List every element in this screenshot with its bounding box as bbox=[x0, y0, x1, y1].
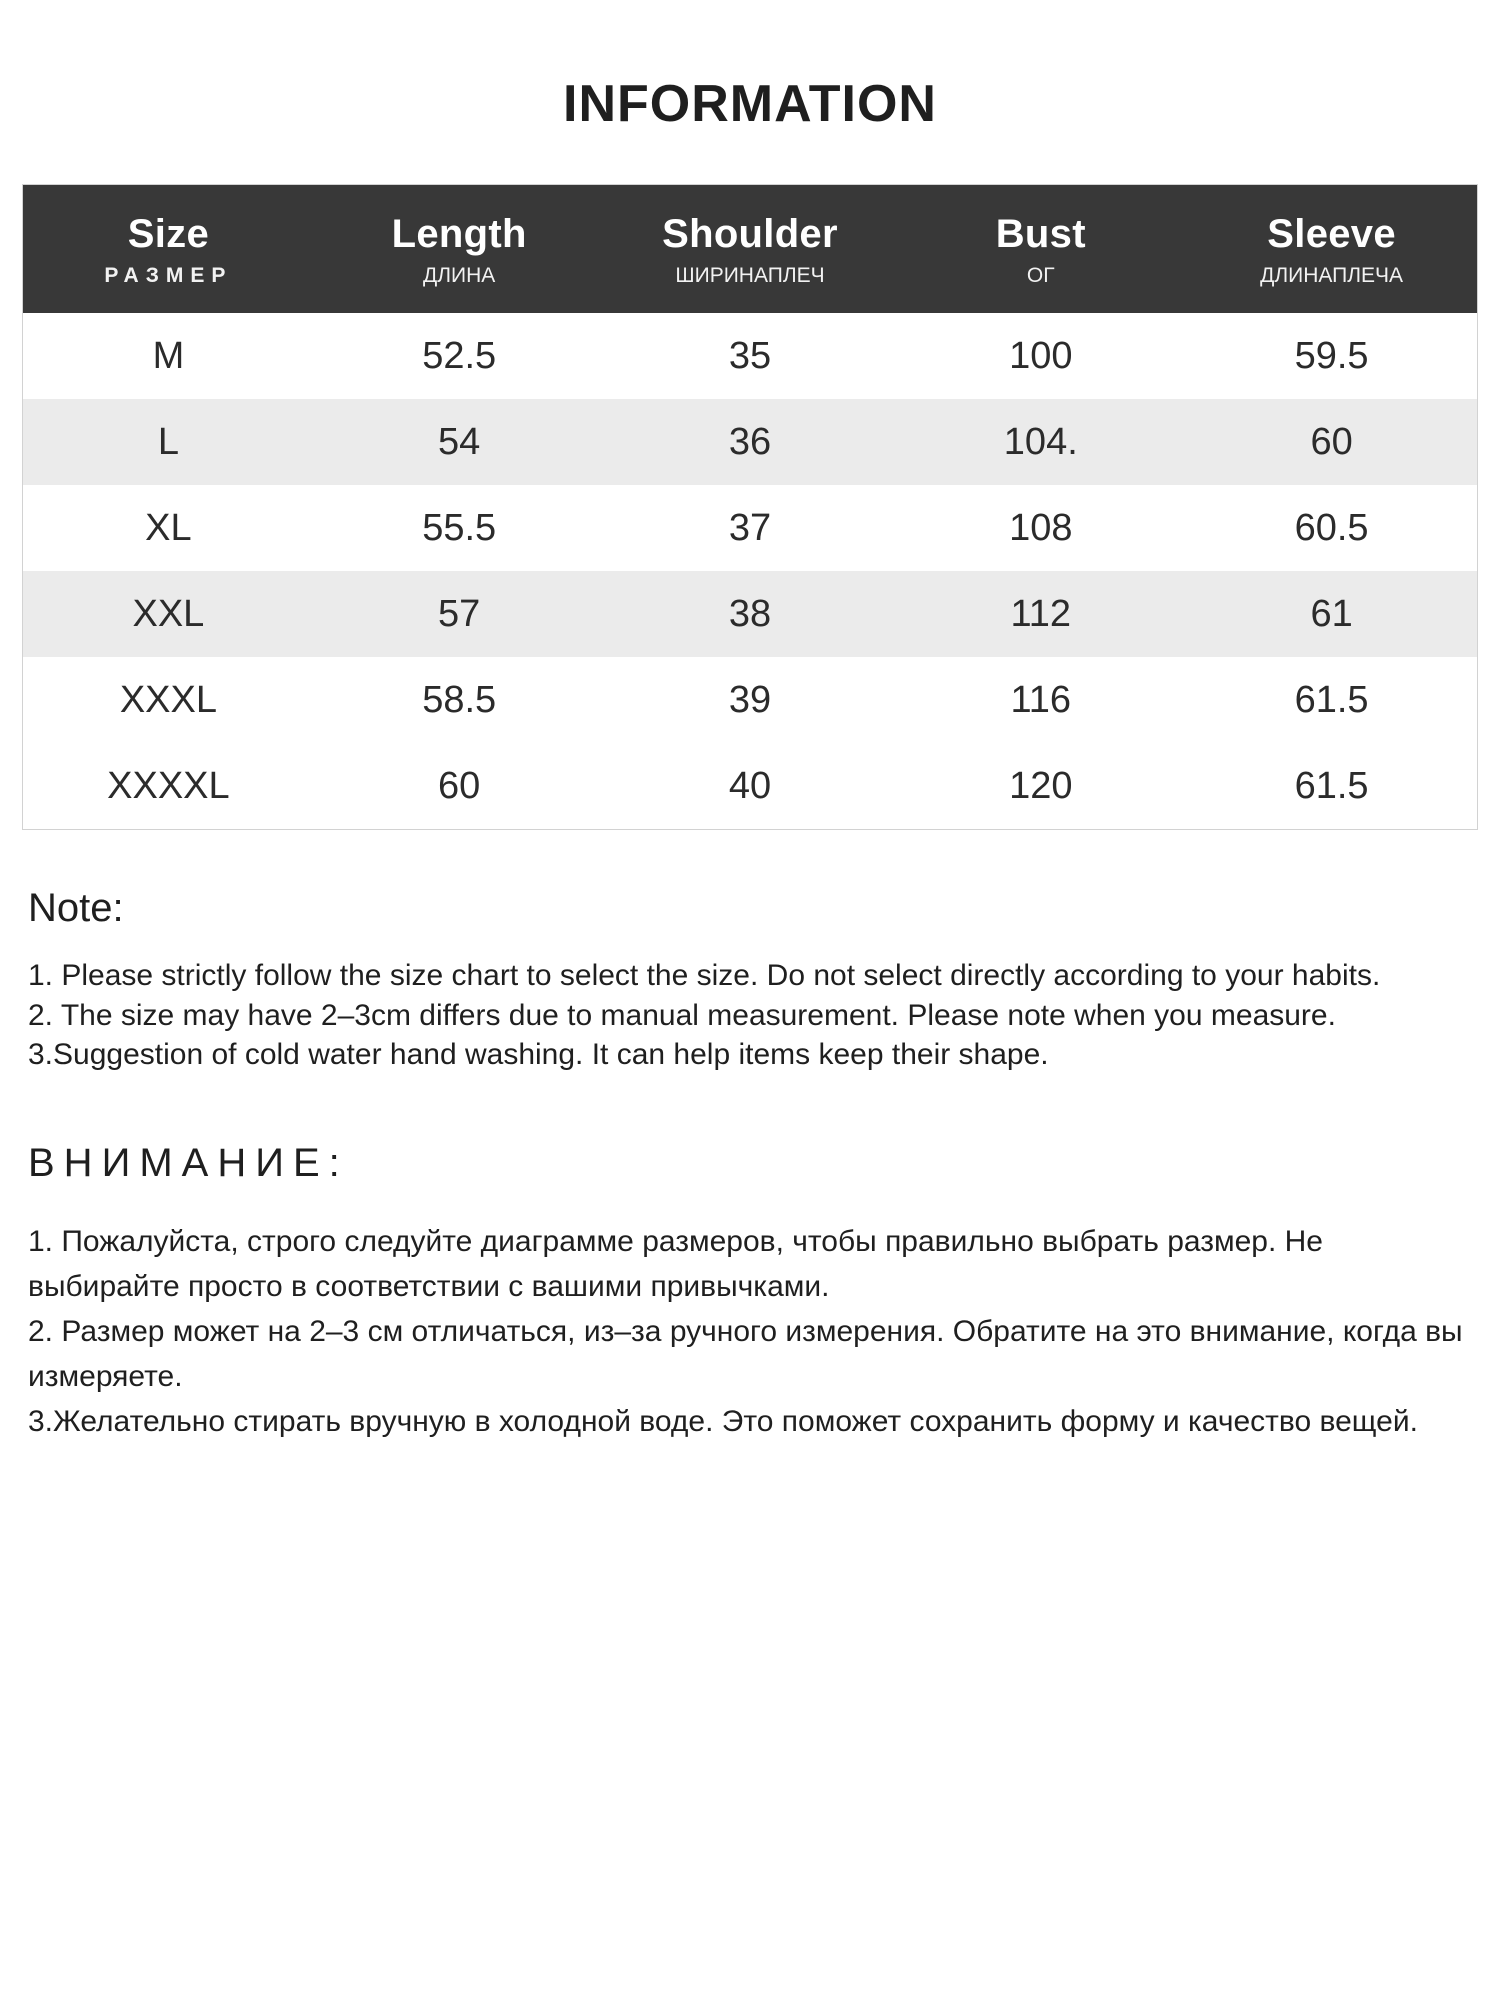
header-label-bust-en: Bust bbox=[995, 212, 1086, 256]
header-label-length-ru: ДЛИНА bbox=[423, 264, 496, 287]
note-item-ru-1: 1. Пожалуйста, строго следуйте диаграмме размеров, чтобы правильно выбрать размер. Не выбирайте просто в соответствии с вашими привычками. bbox=[28, 1224, 1323, 1303]
cell-bust: 112 bbox=[1010, 592, 1072, 635]
page-title: INFORMATION bbox=[563, 75, 937, 133]
table-row bbox=[23, 485, 1477, 571]
cell-sleeve: 60.5 bbox=[1294, 506, 1369, 549]
header-label-sleeve-en: Sleeve bbox=[1267, 212, 1396, 256]
cell-bust: 100 bbox=[1009, 334, 1073, 377]
cell-shoulder: 36 bbox=[728, 420, 772, 463]
cell-size: XXXXL bbox=[107, 764, 230, 807]
table-row bbox=[23, 399, 1477, 485]
header-label-bust-ru: ОГ bbox=[1026, 264, 1055, 287]
header-label-size-en: Size bbox=[127, 212, 210, 256]
header-label-length-en: Length bbox=[391, 212, 527, 256]
notes-body-ru bbox=[28, 1219, 1472, 1444]
cell-length: 52.5 bbox=[422, 334, 497, 377]
cell-sleeve: 61.5 bbox=[1294, 678, 1369, 721]
note-item-en-3: 3.Suggestion of cold water hand washing. It can help items keep their shape. bbox=[28, 1038, 1049, 1072]
size-table-container bbox=[22, 184, 1478, 830]
header-cell-sleeve bbox=[1186, 185, 1477, 313]
cell-shoulder: 37 bbox=[728, 506, 772, 549]
notes-body-en bbox=[28, 956, 1472, 1075]
header-cell-shoulder bbox=[605, 185, 896, 313]
size-table-header bbox=[23, 185, 1477, 313]
header-label-size-ru: РАЗМЕР bbox=[104, 264, 233, 287]
table-row bbox=[23, 571, 1477, 657]
cell-shoulder: 38 bbox=[728, 592, 772, 635]
cell-length: 60 bbox=[438, 764, 481, 807]
size-table-body bbox=[23, 313, 1477, 829]
table-row bbox=[23, 743, 1477, 829]
cell-size: XXL bbox=[132, 592, 205, 635]
header-label-sleeve-ru: ДЛИНАПЛЕЧА bbox=[1260, 264, 1404, 287]
cell-size: L bbox=[157, 420, 179, 463]
cell-length: 58.5 bbox=[422, 678, 497, 721]
header-row bbox=[23, 185, 1477, 313]
note-item-ru-2: 2. Размер может на 2–3 см отличаться, из–за ручного измерения. Обратите на это внимание, когда вы измеряете. bbox=[28, 1314, 1463, 1393]
cell-bust: 108 bbox=[1009, 506, 1073, 549]
cell-length: 57 bbox=[438, 592, 481, 635]
cell-sleeve: 59.5 bbox=[1294, 334, 1369, 377]
header-label-shoulder-ru: ШИРИНАПЛЕЧ bbox=[675, 264, 825, 287]
cell-size: M bbox=[152, 334, 185, 377]
table-row bbox=[23, 657, 1477, 743]
notes-heading-en: Note: bbox=[28, 886, 124, 931]
cell-size: XL bbox=[145, 506, 192, 549]
notes-section bbox=[28, 886, 1472, 1444]
cell-size: XXXL bbox=[119, 678, 217, 721]
size-table bbox=[23, 185, 1477, 829]
cell-length: 54 bbox=[438, 420, 481, 463]
cell-sleeve: 60 bbox=[1310, 420, 1353, 463]
header-label-shoulder-en: Shoulder bbox=[662, 212, 838, 256]
cell-shoulder: 39 bbox=[728, 678, 772, 721]
note-item-ru-3: 3.Желательно стирать вручную в холодной воде. Это поможет сохранить форму и качество вещей. bbox=[28, 1404, 1418, 1438]
cell-bust: 104. bbox=[1003, 420, 1078, 463]
header-cell-bust bbox=[895, 185, 1186, 313]
cell-sleeve: 61.5 bbox=[1294, 764, 1369, 807]
notes-heading-ru: ВНИМАНИЕ: bbox=[28, 1140, 349, 1185]
cell-sleeve: 61 bbox=[1310, 592, 1353, 635]
note-item-en-1: 1. Please strictly follow the size chart to select the size. Do not select directly according to your habits. bbox=[28, 959, 1381, 993]
header-cell-size bbox=[23, 185, 314, 313]
cell-length: 55.5 bbox=[422, 506, 497, 549]
header-cell-length bbox=[314, 185, 605, 313]
table-row bbox=[23, 313, 1477, 399]
note-item-en-2: 2. The size may have 2–3cm differs due to manual measurement. Please note when you measure. bbox=[28, 998, 1336, 1032]
cell-shoulder: 35 bbox=[728, 334, 772, 377]
cell-shoulder: 40 bbox=[728, 764, 772, 807]
cell-bust: 120 bbox=[1009, 764, 1073, 807]
cell-bust: 116 bbox=[1010, 678, 1072, 721]
